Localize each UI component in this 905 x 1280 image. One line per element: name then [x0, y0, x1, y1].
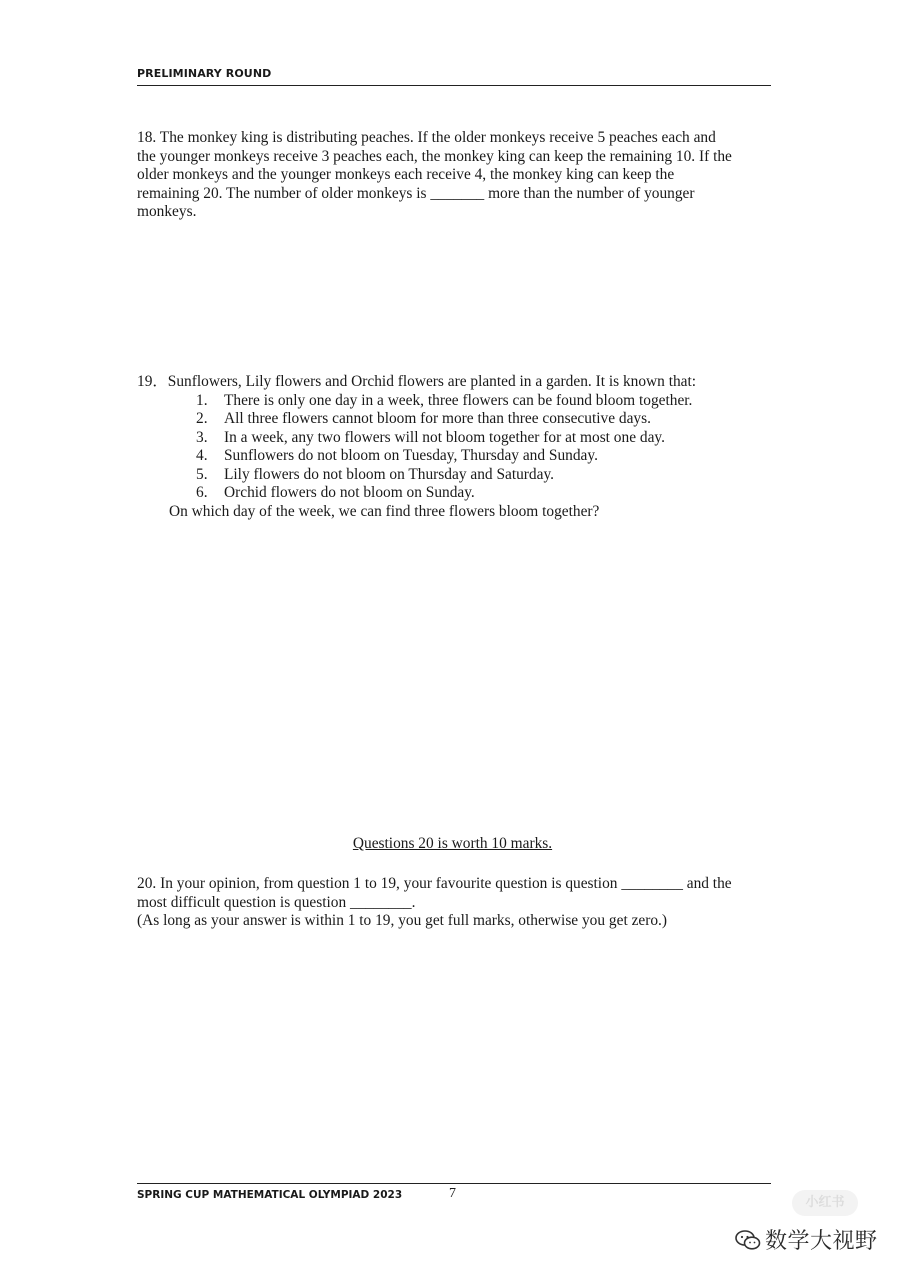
text-line: (As long as your answer is within 1 to 19, you get full marks, otherwise you get zero.) [137, 912, 668, 929]
condition-number: 4. [196, 447, 208, 464]
question-20 [137, 875, 762, 931]
question-prompt: On which day of the week, we can find three flowers bloom together? [169, 502, 600, 520]
condition-list [137, 392, 762, 503]
text-line: older monkeys and the younger monkeys each receive 4, the monkey king can keep the [137, 166, 675, 183]
question-18 [137, 129, 762, 222]
condition-text: Orchid flowers do not bloom on Sunday. [224, 484, 475, 501]
condition-number: 3. [196, 428, 208, 446]
text-line: 18. The monkey king is distributing peaches. If the older monkeys receive 5 peaches each and [137, 129, 716, 146]
watermark-text: 数学大视野 [765, 1229, 878, 1254]
condition-item [137, 447, 762, 466]
condition-item [137, 466, 762, 485]
condition-text: All three flowers cannot bloom for more than three consecutive days. [224, 410, 651, 427]
header-rule [137, 85, 771, 86]
text-line: monkeys. [137, 203, 197, 220]
condition-text: Lily flowers do not bloom on Thursday and Saturday. [224, 465, 554, 483]
text-line: remaining 20. The number of older monkeys is _______ more than the number of younger [137, 184, 695, 202]
wechat-icon [735, 1230, 761, 1250]
xiaohongshu-badge: 小红书 [792, 1190, 858, 1216]
condition-number: 6. [196, 484, 208, 501]
condition-number: 1. [196, 391, 208, 409]
running-footer: SPRING CUP MATHEMATICAL OLYMPIAD 2023 [137, 1189, 403, 1201]
section-note-text: Questions 20 is worth 10 marks. [352, 835, 553, 852]
condition-text: Sunflowers do not bloom on Tuesday, Thursday and Sunday. [224, 447, 598, 464]
condition-item [137, 392, 762, 411]
condition-item [137, 410, 762, 429]
question-19 [137, 373, 762, 521]
running-header: PRELIMINARY ROUND [137, 67, 272, 80]
page-number: 7 [449, 1186, 456, 1201]
condition-number: 2. [196, 410, 208, 427]
condition-item [137, 484, 762, 503]
text-line: 20. In your opinion, from question 1 to 19, your favourite question is question ________ and the [137, 875, 732, 892]
question-intro: 19．Sunflowers, Lily flowers and Orchid flowers are planted in a garden. It is known that: [137, 373, 697, 390]
condition-text: There is only one day in a week, three flowers can be found bloom together. [224, 391, 693, 409]
condition-number: 5. [196, 465, 208, 483]
section-note [0, 835, 905, 853]
condition-item [137, 429, 762, 448]
condition-text: In a week, any two flowers will not bloom together for at most one day. [224, 428, 665, 446]
footer-rule [137, 1183, 771, 1184]
text-line: the younger monkeys receive 3 peaches each, the monkey king can keep the remaining 10. If the [137, 147, 732, 165]
watermark [735, 1224, 878, 1255]
text-line: most difficult question is question ________. [137, 893, 416, 911]
